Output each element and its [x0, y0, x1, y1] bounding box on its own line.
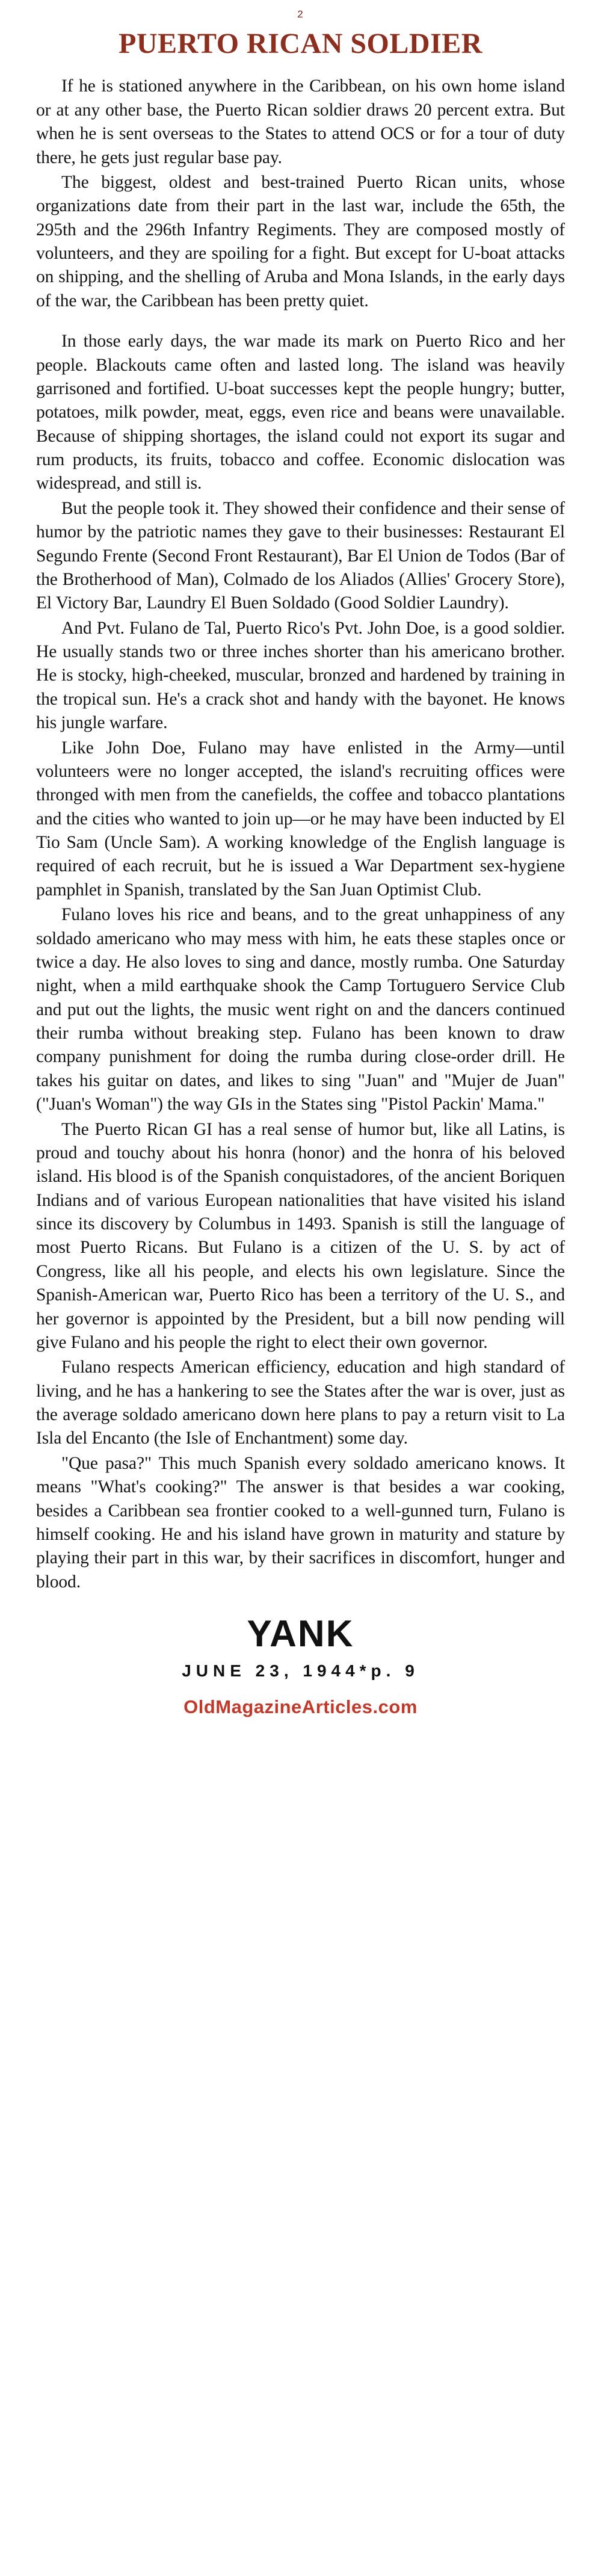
article-body [36, 75, 565, 1595]
paragraph: Fulano respects American efficiency, education and high standard of living, and he has a hankering to see the States after the war is over, just as the average soldado americano down here plans to pay a return visit to La Isla del Encanto (the Isle of Enchantment) some day. [36, 1357, 565, 1448]
article-footer [36, 1613, 565, 1681]
page-number: 2 [297, 8, 304, 20]
paragraph: The biggest, oldest and best-trained Puerto Rican units, whose organizations date from their part in the last war, include the 65th, the 295th and the 296th Infantry Regiments. They are composed mostly of volunteers, and they are spoiling for a fight. But except for U-boat attacks on shipping, and the shelling of Aruba and Mona Islands, in the early days of the war, the Caribbean has been pretty quiet. [36, 172, 565, 310]
paragraph: And Pvt. Fulano de Tal, Puerto Rico's Pvt. John Doe, is a good soldier. He usually stands two or three inches shorter than his americano brother. He is stocky, high-cheeked, muscular, bronzed and hardened by training in the tropical sun. He's a crack shot and handy with the bayonet. He knows his jungle warfare. [36, 618, 565, 733]
paragraph: If he is stationed anywhere in the Caribbean, on his own home island or at any other base, the Puerto Rican soldier draws 20 percent extra. But when he is sent overseas to the States to attend OCS or for a tour of duty there, he gets just regular base pay. [36, 76, 565, 167]
paragraph: But the people took it. They showed their confidence and their sense of humor by the patriotic names they gave to their businesses: Restaurant El Segundo Frente (Second Front Restaurant), Bar El Union de Todos (Bar of the Brotherhood of Man), Colmado de los Aliados (Allies' Grocery Store), El Victory Bar, Laundry El Buen Soldado (Good Soldier Laundry). [36, 498, 565, 613]
page-title: PUERTO RICAN SOLDIER [119, 28, 482, 60]
paragraph: Fulano loves his rice and beans, and to the great unhappiness of any soldado americano who may mess with him, he eats these staples once or twice a day. He also loves to sing and dance, mostly rumba. One Saturday night, when a mild earthquake shook the Camp Tortuguero Service Club and put out the lights, the music went right on and the dancers continued their rumba without breaking step. Fulano has been known to draw company punishment for doing the rumba during close-order drill. He takes his guitar on dates, and likes to sing "Juan" and "Mujer de Juan" ("Juan's Woman") the way GIs in the States sing "Pistol Packin' Mama." [36, 905, 565, 1114]
paragraph: The Puerto Rican GI has a real sense of humor but, like all Latins, is proud and touchy about his honra (honor) and the honra of his beloved island. His blood is of the Spanish conquistadores, of the ancient Boriquen Indians and of various European nationalities that have visited his island since its discovery by Columbus in 1493. Spanish is still the language of most Puerto Ricans. But Fulano is a citizen of the U. S. by act of Congress, like all his people, and elects his own legislature. Since the Spanish-American war, Puerto Rico has been a territory of the U. S., and her governor is appointed by the President, but a bill now pending will give Fulano and his people the right to elect their own governor. [36, 1119, 565, 1352]
issue-date: JUNE 23, 1944*p. 9 [182, 1661, 419, 1681]
magazine-title: YANK [247, 1613, 354, 1655]
paragraph: Like John Doe, Fulano may have enlisted in the Army—until volunteers were no longer accepted, the island's recruiting offices were thronged with men from the canefields, the coffee and tobacco plantations and the cities who wanted to join up—or he may have been inducted by El Tio Sam (Uncle Sam). A working knowledge of the English language is required of each recruit, but he is issued a War Department sex-hygiene pamphlet in Spanish, translated by the San Juan Optimist Club. [36, 738, 565, 900]
paragraph: "Que pasa?" This much Spanish every soldado americano knows. It means "What's cooking?" The answer is that besides a war cooking, besides a Caribbean sea frontier cooked to a well-gunned turn, Fulano is himself cooking. He and his island have grown in maturity and stature by playing their part in this war, by their sacrifices in discomfort, hunger and blood. [36, 1453, 565, 1592]
source-watermark: OldMagazineArticles.com [183, 1696, 418, 1718]
paragraph: In those early days, the war made its mark on Puerto Rico and her people. Blackouts came often and lasted long. The island was heavily garrisoned and fortified. U-boat successes kept the people hungry; butter, potatoes, milk powder, meat, eggs, even rice and beans were unavailable. Because of shipping shortages, the island could not export its sugar and rum products, its fruits, tobacco and coffee. Economic dislocation was widespread, and still is. [36, 332, 565, 493]
